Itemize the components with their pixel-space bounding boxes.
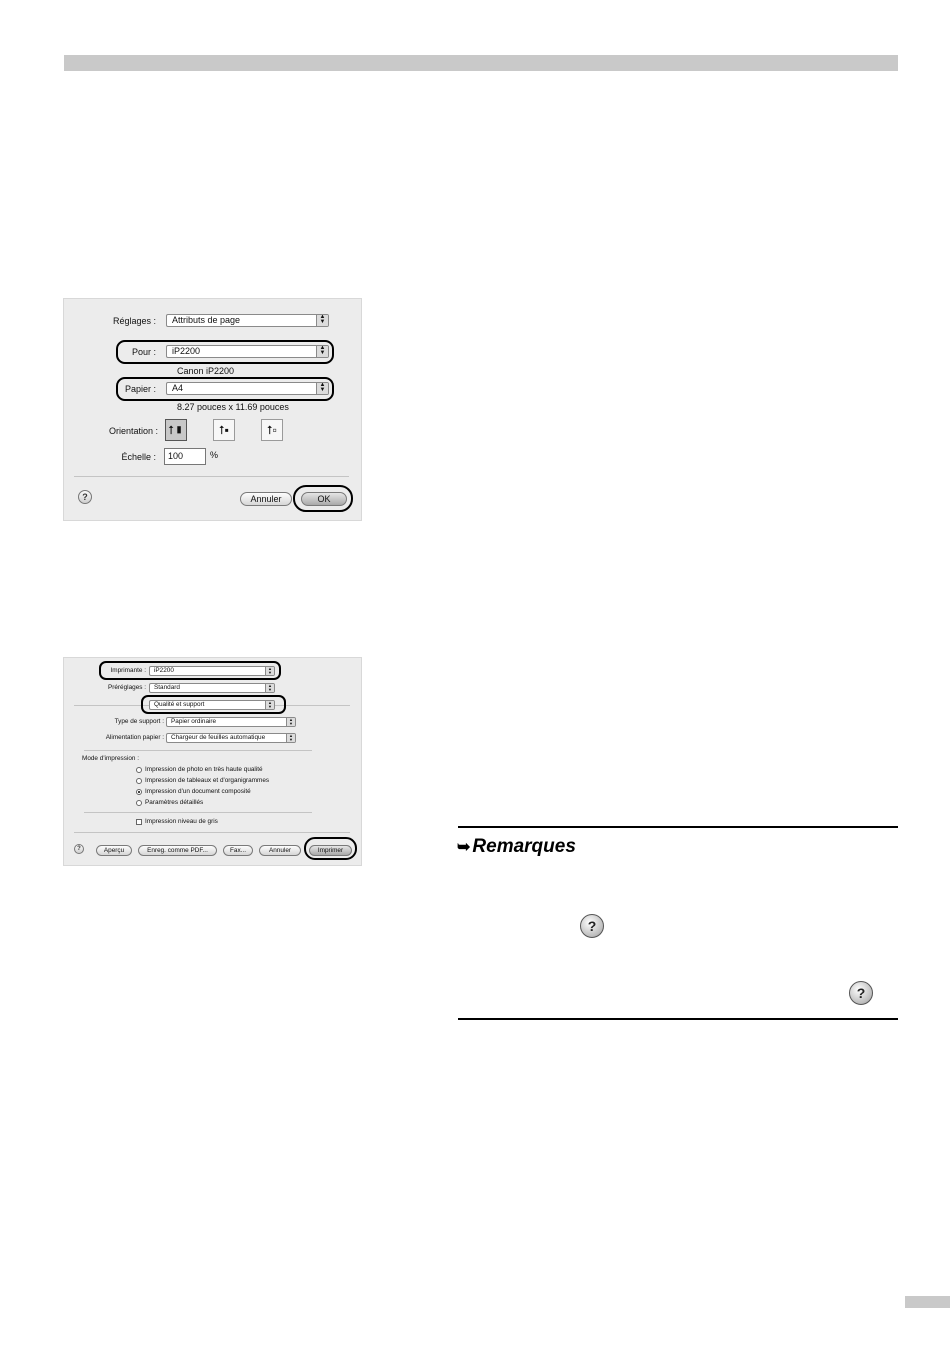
panel-popup[interactable]	[149, 700, 275, 710]
separator	[74, 832, 350, 833]
settings-popup[interactable]	[166, 314, 329, 327]
notes-title: Remarques	[472, 836, 576, 857]
separator	[84, 812, 312, 813]
print-mode-option-4: Paramètres détaillés	[145, 799, 204, 806]
presets-popup-value: Standard	[154, 684, 180, 691]
paper-subtext: 8.27 pouces x 11.69 pouces	[177, 402, 289, 412]
fax-button[interactable]: Fax...	[223, 845, 253, 856]
print-mode-option-1: Impression de photo en très haute qualité	[145, 766, 263, 773]
separator	[74, 476, 349, 477]
popup-arrows-icon: ▲ ▼	[316, 315, 328, 326]
media-type-popup[interactable]	[166, 717, 296, 727]
print-mode-radio-4[interactable]	[136, 800, 142, 806]
popup-arrows-icon: ▲ ▼	[316, 346, 328, 357]
grayscale-checkbox[interactable]	[136, 819, 142, 825]
paper-source-popup[interactable]	[166, 733, 296, 743]
printer-popup[interactable]	[149, 666, 275, 676]
popup-arrows-icon: ▲ ▼	[265, 701, 274, 709]
orientation-landscape-right-button[interactable]	[261, 419, 283, 441]
ok-button[interactable]: OK	[301, 492, 347, 506]
orientation-label: Orientation :	[108, 426, 158, 436]
popup-arrows-icon: ▲ ▼	[316, 383, 328, 394]
print-button[interactable]: Imprimer	[309, 845, 352, 856]
print-mode-radio-3[interactable]	[136, 789, 142, 795]
separator	[84, 750, 312, 751]
notes-heading	[457, 836, 576, 858]
popup-arrows-icon: ▲ ▼	[265, 684, 274, 692]
scale-input-value: 100	[168, 451, 184, 461]
grayscale-label: Impression niveau de gris	[145, 818, 218, 825]
printer-popup-value: iP2200	[154, 667, 174, 674]
orientation-landscape-left-button[interactable]	[213, 419, 235, 441]
help-icon: ?	[580, 914, 604, 938]
popup-arrows-icon: ▲ ▼	[286, 718, 295, 726]
preview-button[interactable]: Aperçu	[96, 845, 132, 856]
format-for-popup-value: iP2200	[172, 346, 201, 356]
popup-arrows-icon: ▲ ▼	[286, 734, 295, 742]
paper-source-label: Alimentation papier :	[105, 734, 164, 741]
page-setup-dialog	[63, 298, 362, 521]
portrait-icon: ⭡▮	[168, 423, 184, 437]
format-for-label: Pour :	[131, 347, 156, 357]
print-mode-radio-1[interactable]	[136, 767, 142, 773]
format-for-popup[interactable]	[166, 345, 329, 358]
cancel-button[interactable]: Annuler	[240, 492, 292, 506]
format-for-subtext: Canon iP2200	[177, 366, 235, 376]
help-icon: ?	[77, 846, 81, 852]
arrow-icon: ➥	[457, 839, 471, 856]
print-mode-label: Mode d'impression :	[82, 755, 139, 762]
scale-input[interactable]	[164, 448, 206, 465]
header-bar	[64, 55, 898, 71]
save-pdf-button[interactable]: Enreg. comme PDF...	[138, 845, 217, 856]
print-mode-option-2: Impression de tableaux et d'organigrammes	[145, 777, 270, 784]
print-mode-option-3: Impression d'un document composité	[145, 788, 251, 795]
scale-unit: %	[210, 450, 219, 460]
settings-popup-value: Attributs de page	[172, 315, 241, 325]
scale-label: Échelle :	[121, 452, 156, 462]
paper-popup[interactable]	[166, 382, 329, 395]
paper-source-popup-value: Chargeur de feuilles automatique	[171, 734, 266, 741]
presets-popup[interactable]	[149, 683, 275, 693]
print-mode-radio-2[interactable]	[136, 778, 142, 784]
print-dialog	[63, 657, 362, 866]
landscape-right-icon: ⭡▫	[267, 423, 277, 437]
notes-top-rule	[458, 826, 898, 828]
page-tab	[905, 1296, 950, 1308]
media-type-popup-value: Papier ordinaire	[171, 718, 217, 725]
help-button[interactable]	[78, 490, 92, 504]
help-button[interactable]	[74, 844, 84, 854]
presets-label: Préréglages :	[107, 684, 146, 691]
media-type-label: Type de support :	[114, 718, 164, 725]
orientation-portrait-button[interactable]	[165, 419, 187, 441]
notes-bottom-rule	[458, 1018, 898, 1020]
paper-label: Papier :	[124, 384, 156, 394]
help-icon: ?	[82, 492, 88, 502]
paper-popup-value: A4	[172, 383, 184, 393]
cancel-button[interactable]: Annuler	[259, 845, 301, 856]
settings-label: Réglages :	[112, 316, 156, 326]
popup-arrows-icon: ▲ ▼	[265, 667, 274, 675]
panel-popup-value: Qualité et support	[154, 701, 205, 708]
help-icon: ?	[849, 981, 873, 1005]
landscape-left-icon: ⭡▪	[219, 423, 229, 437]
printer-label: Imprimante :	[110, 667, 146, 674]
